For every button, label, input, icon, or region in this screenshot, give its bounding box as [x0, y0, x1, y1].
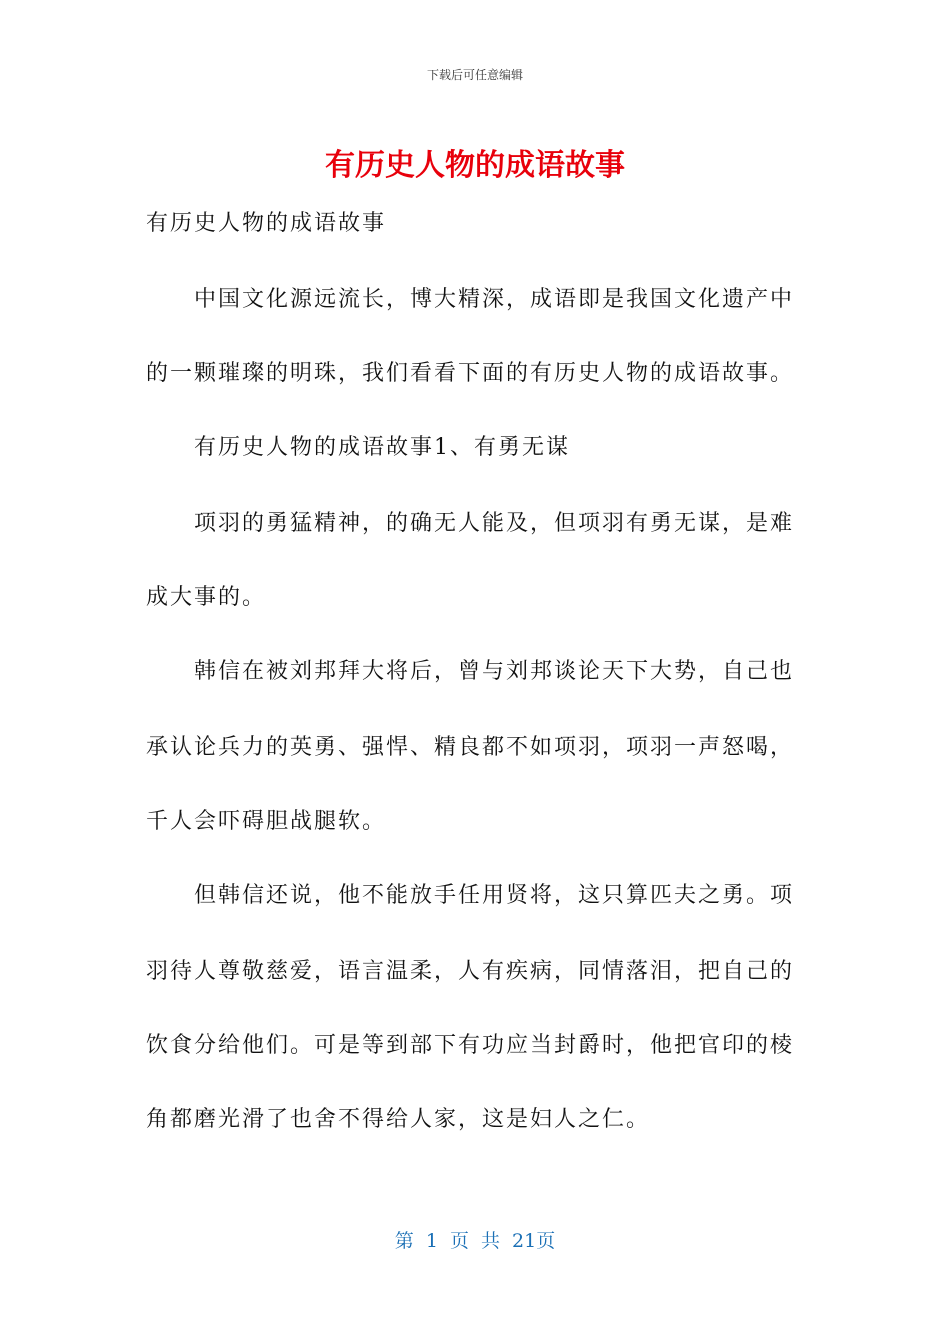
body-line: 千人会吓碍胆战腿软。 — [146, 809, 387, 834]
body-line: 韩信在被刘邦拜大将后，曾与刘邦谈论天下大势，自己也 — [146, 659, 795, 684]
body-line: 成大事的。 — [146, 585, 267, 610]
body-line: 承认论兵力的英勇、强悍、精良都不如项羽，项羽一声怒喝， — [146, 735, 795, 760]
body-line: 项羽的勇猛精神，的确无人能及，但项羽有勇无谋，是难 — [146, 511, 795, 536]
page-number-footer: 第 1 页 共 21页 — [394, 1230, 556, 1252]
section-heading: 有历史人物的成语故事1、有勇无谋 — [146, 435, 570, 460]
body-line: 羽待人尊敬慈爱，语言温柔，人有疾病，同情落泪，把自己的 — [146, 959, 795, 984]
body-line: 的一颗璀璨的明珠，我们看看下面的有历史人物的成语故事。 — [146, 361, 795, 386]
body-line: 但韩信还说，他不能放手任用贤将，这只算匹夫之勇。项 — [146, 883, 795, 908]
subtitle-line: 有历史人物的成语故事 — [146, 211, 387, 236]
document-title: 有历史人物的成语故事 — [325, 148, 625, 183]
header-note: 下载后可任意编辑 — [426, 68, 523, 82]
body-line: 饮食分给他们。可是等到部下有功应当封爵时，他把官印的棱 — [146, 1033, 795, 1058]
body-line: 中国文化源远流长，博大精深，成语即是我国文化遗产中 — [146, 287, 795, 312]
body-line: 角都磨光滑了也舍不得给人家，这是妇人之仁。 — [146, 1107, 651, 1132]
